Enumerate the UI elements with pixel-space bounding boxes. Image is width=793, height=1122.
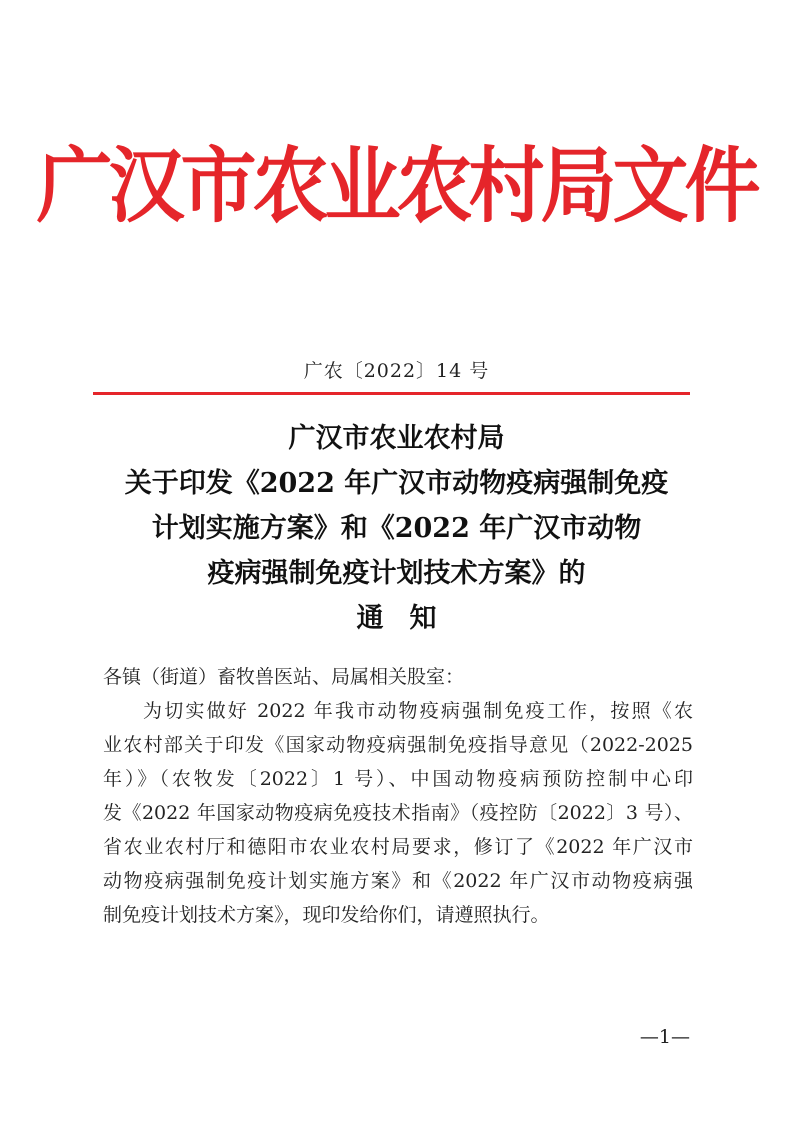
paragraph-line: 发《2022 年国家动物疫病免疫技术指南》（疫控防〔2022〕3 号）、 [103,802,693,824]
paragraph-line: 动物疫病强制免疫计划实施方案》和《2022 年广汉市动物疫病强 [103,870,693,892]
paragraph-line: 省农业农村厅和德阳市农业农村局要求，修订了《2022 年广汉市 [103,836,693,858]
title-notice: 通知 [356,603,463,634]
masthead-title: 广汉市农业农村局文件 [36,137,757,234]
title-line: 疫病强制免疫计划技术方案》的 [207,558,586,589]
document-body [103,660,693,932]
document-title [80,416,713,641]
page-number: —1— [639,1026,690,1048]
red-divider-line [93,392,690,395]
title-line: 关于印发《2022 年广汉市动物疫病强制免疫 [124,468,669,499]
paragraph-line: 业农村部关于印发《国家动物疫病强制免疫指导意见（2022-2025 [103,734,693,756]
salutation: 各镇（街道）畜牧兽医站、局属相关股室： [103,666,465,688]
paragraph-line: 年）》（农牧发〔2022〕1 号）、中国动物疫病预防控制中心印 [103,768,693,790]
paragraph-line: 为切实做好 2022 年我市动物疫病强制免疫工作，按照《农 [143,700,693,722]
document-number: 广农〔2022〕14 号 [303,360,490,382]
title-line: 广汉市农业农村局 [288,423,505,454]
paragraph-line: 制免疫计划技术方案》，现印发给你们，请遵照执行。 [103,904,550,926]
title-line: 计划实施方案》和《2022 年广汉市动物 [151,513,642,544]
